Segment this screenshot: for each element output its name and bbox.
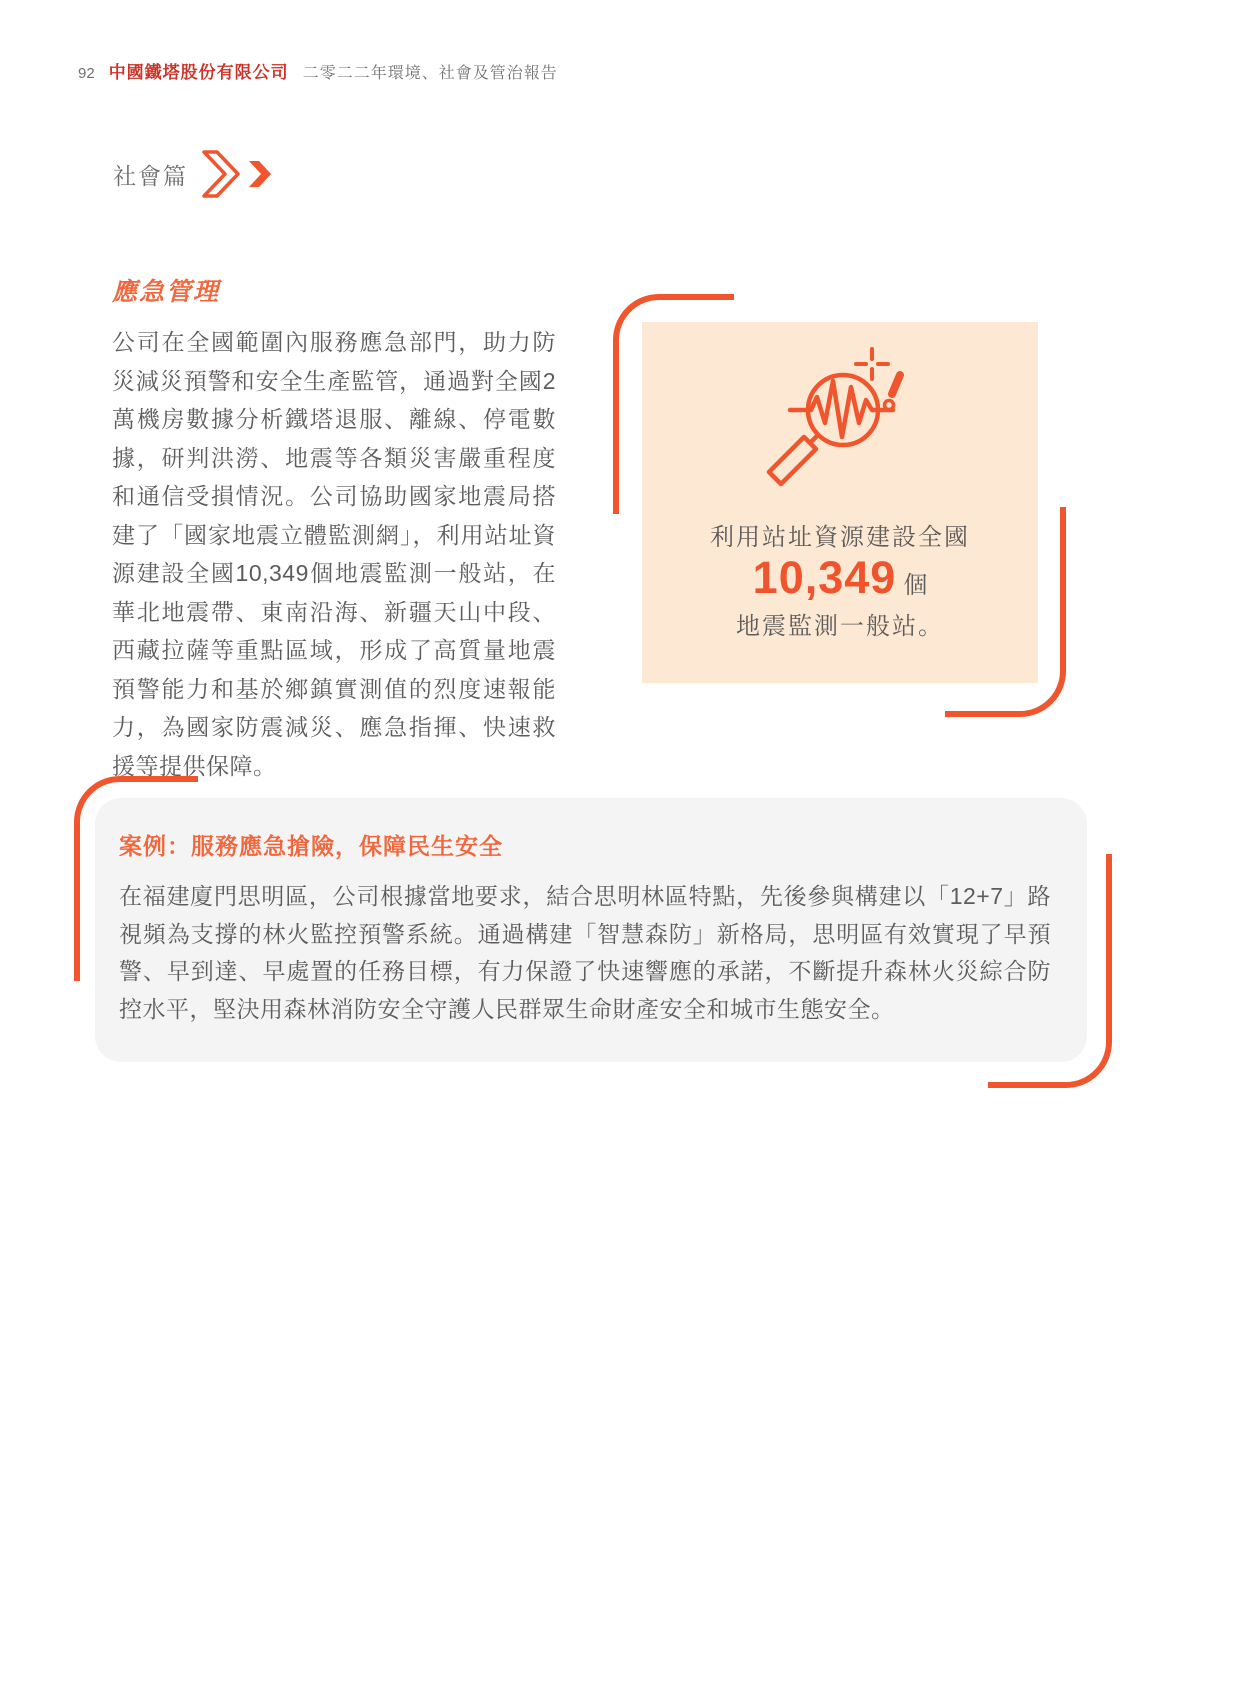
case-study-box <box>95 798 1087 1062</box>
section-tab-society <box>113 148 272 200</box>
report-title: 二零二二年環境、社會及管治報告 <box>302 65 558 82</box>
bracket-highlight-top-left <box>613 294 734 514</box>
chevron-outline-icon <box>201 149 241 199</box>
company-name: 中國鐵塔股份有限公司 <box>108 63 289 82</box>
highlight-unit: 個 <box>903 572 928 599</box>
highlight-caption-bottom: 地震監測一般站。 <box>736 613 944 640</box>
page-number: 92 <box>78 65 95 82</box>
case-study-body: 在福建廈門思明區，公司根據當地要求，結合思明林區特點，先後參與構建以「12+7」路視頻為支撐的林火監控預警系統。通過構建「智慧森防」新格局，思明區有效實現了早預警、早到達、早處置的任務目標，有力保證了快速響應的承諾，不斷提升森林火災綜合防控水平，堅決用森林消防安全守護人民群眾生命財產安全和城市生態安全。 <box>119 883 1051 1022</box>
bracket-highlight-bottom-right <box>945 507 1066 717</box>
page-header <box>78 58 558 83</box>
emergency-heading: 應急管理 <box>112 278 221 306</box>
chevron-solid-icon <box>248 160 272 188</box>
highlight-number: 10,349 <box>752 552 897 603</box>
case-study-heading: 案例：服務應急搶險，保障民生安全 <box>119 833 503 859</box>
emergency-body-paragraph: 公司在全國範圍內服務應急部門，助力防災減災預警和安全生產監管，通過對全國2萬機房數據分析鐵塔退服、離線、停電數據，研判洪澇、地震等各類災害嚴重程度和通信受損情況。公司協助國家地震局搭建了「國家地震立體監測網」，利用站址資源建設全國10,349個地震監測一般站，在華北地震帶、東南沿海、新疆天山中段、西藏拉薩等重點區域，形成了高質量地震預警能力和基於鄉鎮實測值的烈度速報能力，為國家防震減災、應急指揮、快速救援等提供保障。 <box>112 329 556 779</box>
highlight-caption-top: 利用站址資源建設全國 <box>710 524 970 551</box>
section-label: 社會篇 <box>113 162 188 189</box>
